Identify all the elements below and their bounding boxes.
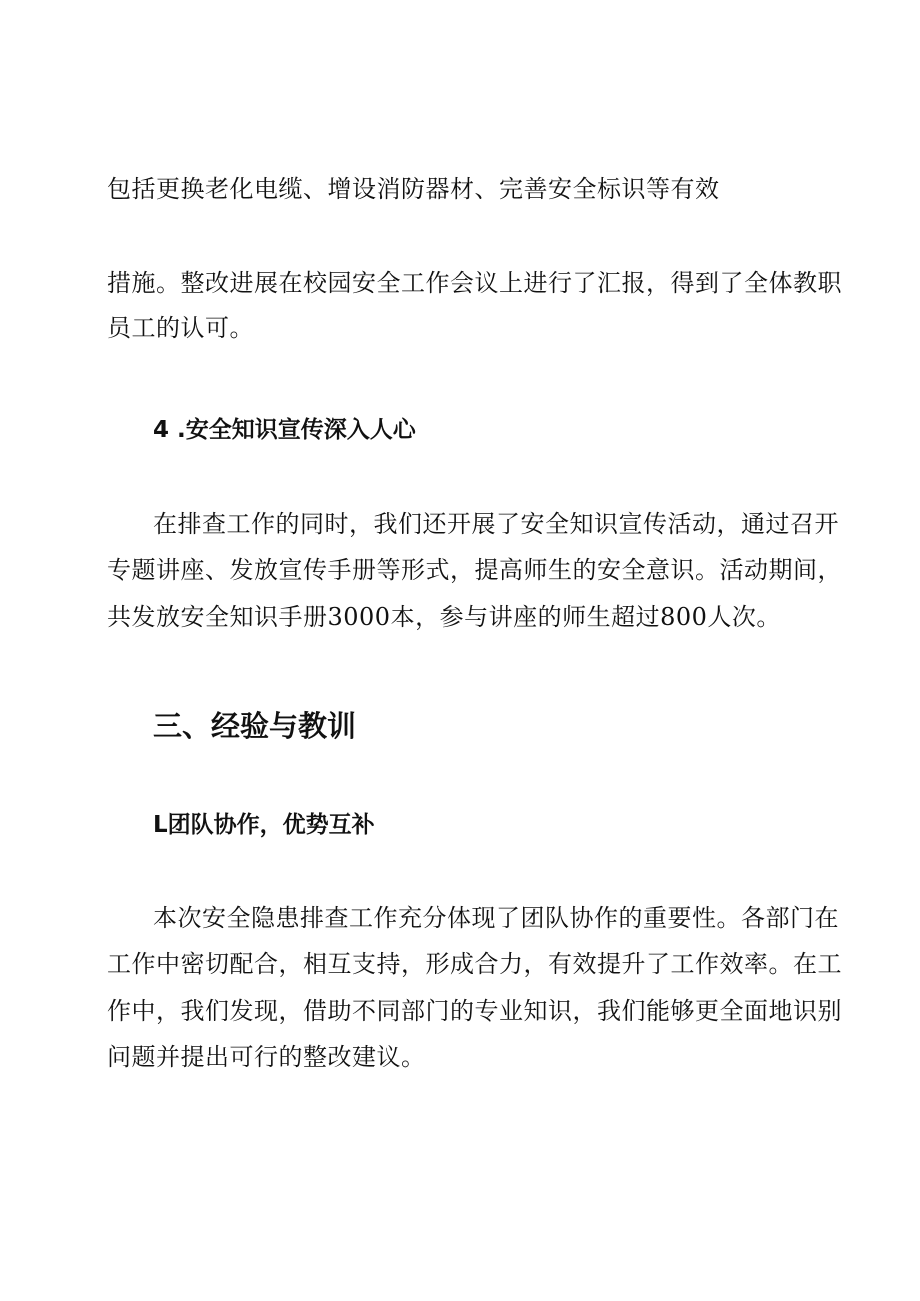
paragraph-line: 包括更换老化电缆、增设消防器材、完善安全标识等有效: [107, 175, 720, 203]
paragraph-line: 措施。整改进展在校园安全工作会议上进行了汇报，得到了全体教职: [107, 269, 842, 297]
paragraph-line: 本次安全隐患排查工作充分体现了团队协作的重要性。各部门在: [153, 904, 839, 932]
section-heading: 三、经验与教训: [153, 709, 357, 743]
paragraph-line: 工作中密切配合，相互支持，形成合力，有效提升了工作效率。在工: [107, 950, 842, 978]
subheading-1: L团队协作，优势互补: [153, 812, 375, 838]
paragraph-line: 问题并提出可行的整改建议。: [107, 1043, 426, 1071]
paragraph-line: 员工的认可。: [107, 314, 254, 342]
subheading-4: 4 .安全知识宣传深入人心: [153, 417, 416, 443]
paragraph-line: 在排查工作的同时，我们还开展了安全知识宣传活动，通过召开: [153, 510, 839, 538]
paragraph-line: 专题讲座、发放宣传手册等形式，提高师生的安全意识。活动期间，: [107, 556, 842, 584]
paragraph-line: 作中，我们发现，借助不同部门的专业知识，我们能够更全面地识别: [107, 997, 842, 1025]
paragraph-line: 共发放安全知识手册3000本，参与讲座的师生超过800人次。: [107, 603, 781, 631]
